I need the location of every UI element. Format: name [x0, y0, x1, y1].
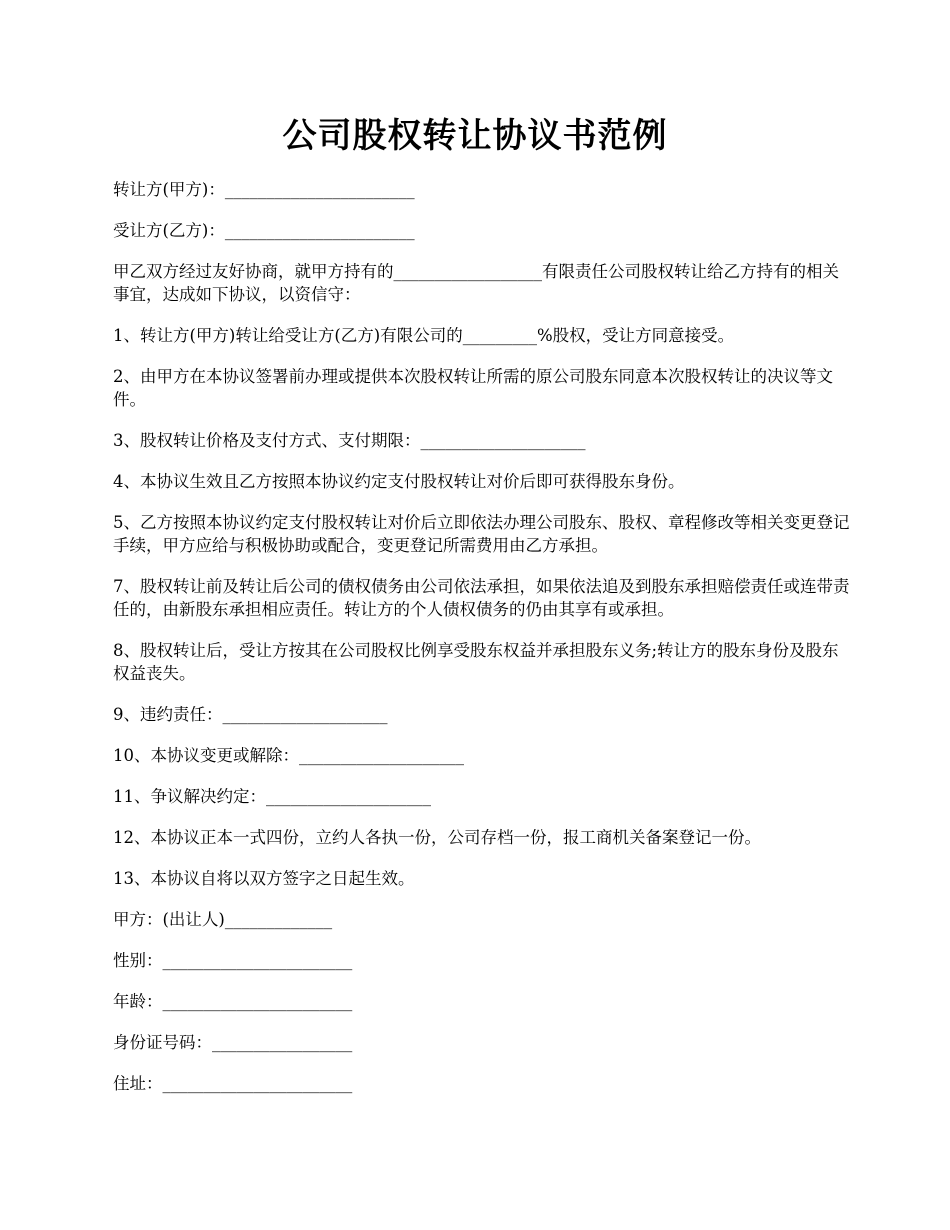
- clause-9: 9、违约责任：____________________: [113, 705, 388, 724]
- party-a-label: 甲方：(出让人)_____________: [113, 910, 333, 929]
- clause-7: 7、股权转让前及转让后公司的债权债务由公司依法承担，如果依法追及到股东承担赔偿责任或连带责任的，由新股东承担相应责任。转让方的个人债权债务的仍由其享有或承担。: [113, 577, 850, 619]
- age-field: 年龄：_______________________: [113, 992, 353, 1011]
- address-field: 住址：_______________________: [113, 1074, 353, 1093]
- clause-5: 5、乙方按照本协议约定支付股权转让对价后立即依法办理公司股东、股权、章程修改等相关变更登记手续，甲方应给与积极协助或配合，变更登记所需费用由乙方承担。: [113, 513, 850, 555]
- clause-10: 10、本协议变更或解除：____________________: [113, 746, 464, 765]
- id-number-field: 身份证号码：_________________: [113, 1033, 353, 1052]
- paragraph-preamble: 甲乙双方经过友好协商，就甲方持有的__________________有限责任公司股权转让给乙方持有的相关事宜，达成如下协议，以资信守：: [113, 262, 839, 304]
- clause-13: 13、本协议自将以双方签字之日起生效。: [113, 869, 415, 888]
- clause-1: 1、转让方(甲方)转让给受让方(乙方)有限公司的_________%股权，受让方同意接受。: [113, 326, 735, 345]
- clause-11: 11、争议解决约定：____________________: [113, 787, 431, 806]
- gender-field: 性别：_______________________: [113, 951, 353, 970]
- paragraph-transferor: 转让方(甲方)：_______________________: [113, 180, 415, 199]
- clause-3: 3、股权转让价格及支付方式、支付期限：____________________: [113, 431, 586, 450]
- document-title: 公司股权转让协议书范例: [282, 116, 668, 156]
- paragraph-transferee: 受让方(乙方)：_______________________: [113, 221, 415, 240]
- document-body: [113, 178, 853, 1113]
- clause-2: 2、由甲方在本协议签署前办理或提供本次股权转让所需的原公司股东同意本次股权转让的决议等文件。: [113, 367, 833, 409]
- clause-8: 8、股权转让后，受让方按其在公司股权比例享受股东权益并承担股东义务;转让方的股东身份及股东权益丧失。: [113, 641, 839, 683]
- clause-12: 12、本协议正本一式四份，立约人各执一份，公司存档一份，报工商机关备案登记一份。: [113, 828, 761, 847]
- clause-4: 4、本协议生效且乙方按照本协议约定支付股权转让对价后即可获得股东身份。: [113, 472, 685, 491]
